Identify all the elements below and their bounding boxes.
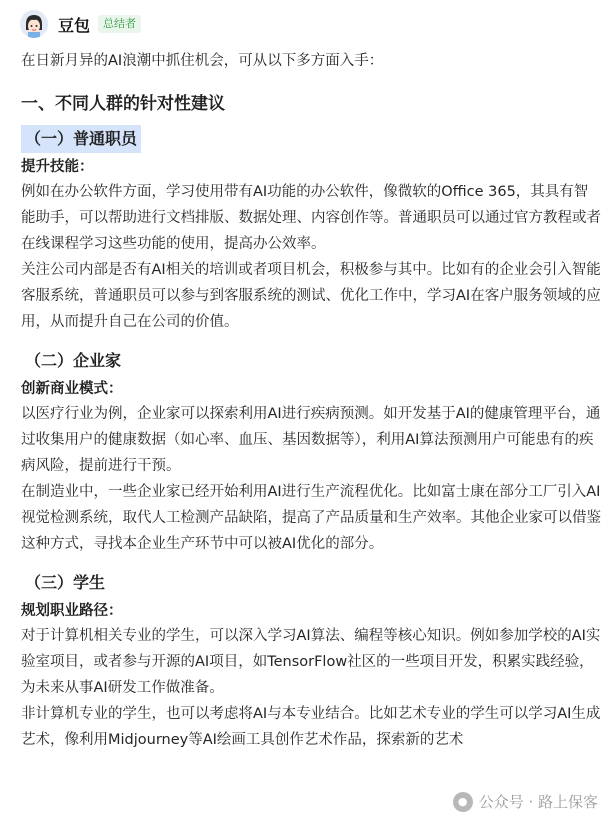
- assistant-avatar-icon: [20, 10, 48, 38]
- group-entrepreneurs: [21, 347, 601, 375]
- paragraph: 关注公司内部是否有AI相关的培训或者项目机会，积极参与其中。比如有的企业会引入智能客服系统，普通职员可以参与到客服系统的测试、优化工作中，学习AI在客户服务领域的应用，从而提升自己在公司的价值。: [21, 262, 601, 330]
- assistant-name: 豆包: [58, 15, 91, 35]
- paragraph: 在制造业中，一些企业家已经开始利用AI进行生产流程优化。比如富士康在部分工厂引入AI视觉检测系统，取代人工检测产品缺陷，提高了产品质量和生产效率。其他企业家可以借鉴这种方式，寻找本企业生产环节中可以被AI优化的部分。: [21, 484, 601, 552]
- message-content: [21, 50, 601, 753]
- label-business-model: 创新商业模式：: [21, 381, 123, 397]
- paragraph: 非计算机专业的学生，也可以考虑将AI与本专业结合。比如艺术专业的学生可以学习AI生成艺术，像利用Midjourney等AI绘画工具创作艺术作品，探索新的艺术: [21, 706, 601, 748]
- paragraph: 对于计算机相关专业的学生，可以深入学习AI算法、编程等核心知识。例如参加学校的AI实验室项目，或者参与开源的AI项目，如TensorFlow社区的一些项目开发，积累实践经验，为未来从事AI研发工作做准备。: [21, 628, 601, 696]
- section-heading: 一、不同人群的针对性建议: [21, 94, 225, 114]
- subheading-students: （三）学生: [25, 573, 106, 592]
- paragraph: 以医疗行业为例，企业家可以探索利用AI进行疾病预测。如开发基于AI的健康管理平台，通过收集用户的健康数据（如心率、血压、基因数据等），利用AI算法预测用户可能患有的疾病风险，提前进行干预。: [21, 406, 601, 474]
- watermark: [449, 789, 602, 814]
- subheading-entrepreneurs: （二）企业家: [25, 351, 122, 370]
- watermark-text: 公众号 · 路上保客: [478, 793, 598, 811]
- label-skills: 提升技能：: [21, 159, 94, 175]
- paragraph: 例如在办公软件方面，学习使用带有AI功能的办公软件，像微软的Office 365，其具有智能助手，可以帮助进行文档排版、数据处理、内容创作等。普通职员可以通过官方教程或者在线课程学习这些功能的使用，提高办公效率。: [21, 184, 601, 252]
- message-header: [20, 8, 141, 40]
- wechat-icon: ●: [453, 792, 473, 812]
- subheading-employees: （一）普通职员: [21, 125, 141, 153]
- role-badge: 总结者: [98, 15, 141, 33]
- intro-text: 在日新月异的AI浪潮中抓住机会，可从以下多方面入手：: [21, 53, 384, 69]
- group-students: [21, 569, 601, 597]
- label-career-path: 规划职业路径：: [21, 603, 123, 619]
- group-employees: [21, 125, 601, 153]
- avatar[interactable]: [20, 10, 48, 38]
